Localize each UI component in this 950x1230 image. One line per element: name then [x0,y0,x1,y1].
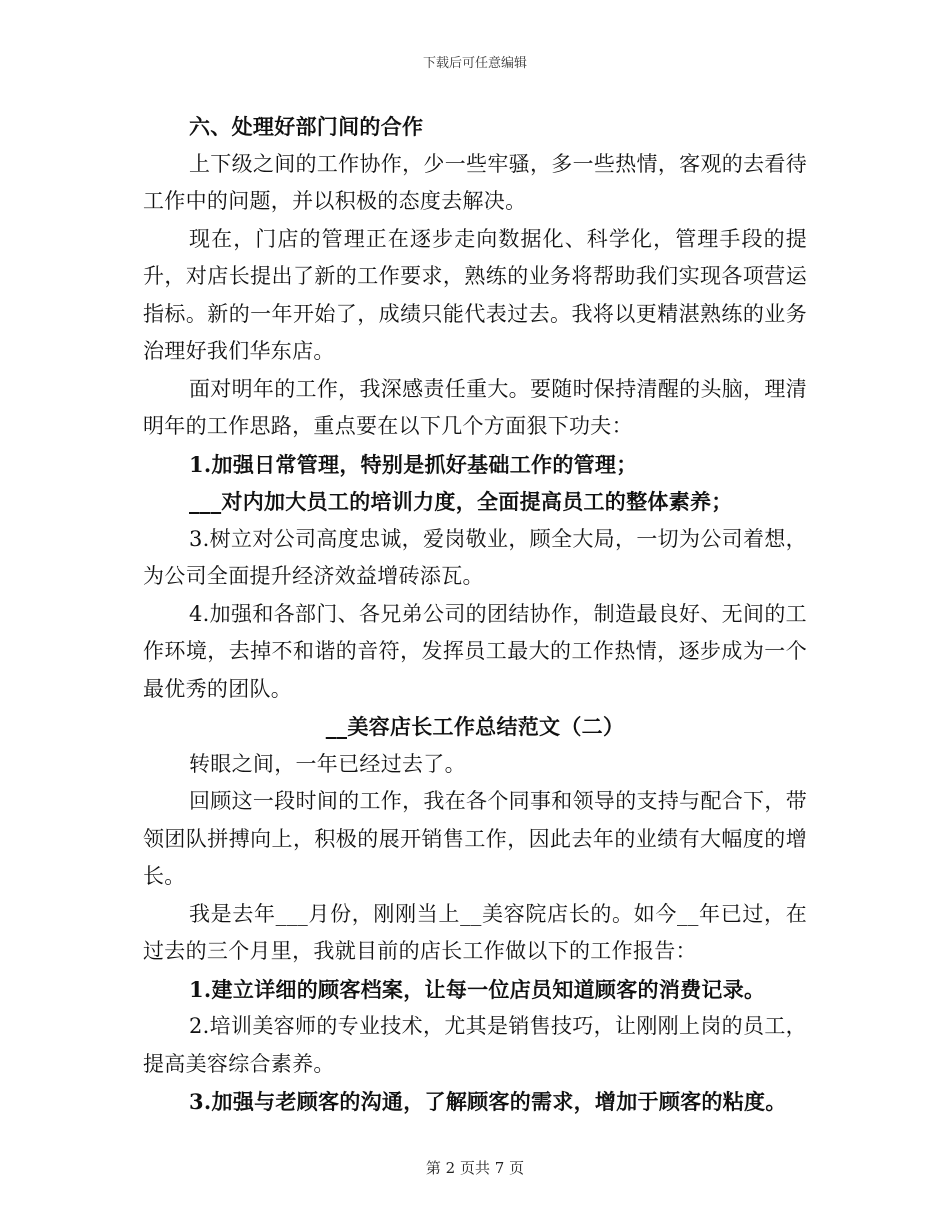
paragraph: 3.树立对公司高度忠诚，爱岗敬业，顾全大局，一切为公司着想，为公司全面提升经济效益增砖添瓦。 [143,526,807,588]
paragraph: 我是去年___月份，刚刚当上__美容院店长的。如今__年已过，在过去的三个月里，我就目前的店长工作做以下的工作报告： [143,901,807,963]
paragraph: 现在，门店的管理正在逐步走向数据化、科学化，管理手段的提升，对店长提出了新的工作要求，熟练的业务将帮助我们实现各项营运指标。新的一年开始了，成绩只能代表过去。我将以更精湛熟练的业务治理好我们华东店。 [143,226,807,363]
section-heading: __美容店长工作总结范文（二） [325,714,625,739]
paragraph: 上下级之间的工作协作，少一些牢骚，多一些热情，客观的去看待工作中的问题，并以积极的态度去解决。 [143,151,807,213]
paragraph: 回顾这一段时间的工作，我在各个同事和领导的支持与配合下，带领团队拼搏向上，积极的展开销售工作，因此去年的业绩有大幅度的增长。 [143,789,807,888]
paragraph: 1.加强日常管理，特别是抓好基础工作的管理； [189,451,638,477]
section-heading: 六、处理好部门间的合作 [189,114,424,139]
paragraph: 4.加强和各部门、各兄弟公司的团结协作，制造最良好、无间的工作环境，去掉不和谐的音符，发挥员工最大的工作热情，逐步成为一个最优秀的团队。 [143,601,807,701]
paragraph: 2.培训美容师的专业技术，尤其是销售技巧，让刚刚上岗的员工，提高美容综合素养。 [143,1014,807,1076]
paragraph: 转眼之间，一年已经过去了。 [189,751,466,776]
page-header: 下载后可任意编辑 [422,56,527,71]
document-body [143,108,807,1121]
paragraph: 1.建立详细的顾客档案，让每一位店员知道顾客的消费记录。 [189,976,766,1002]
paragraph: 3.加强与老顾客的沟通，了解顾客的需求，增加于顾客的粘度。 [189,1089,787,1114]
page-footer: 第 2 页共 7 页 [425,1159,525,1177]
paragraph: ___对内加大员工的培训力度，全面提高员工的整体素养； [189,489,733,514]
paragraph: 面对明年的工作，我深感责任重大。要随时保持清醒的头脑，理清明年的工作思路，重点要在以下几个方面狠下功夫： [143,376,807,438]
